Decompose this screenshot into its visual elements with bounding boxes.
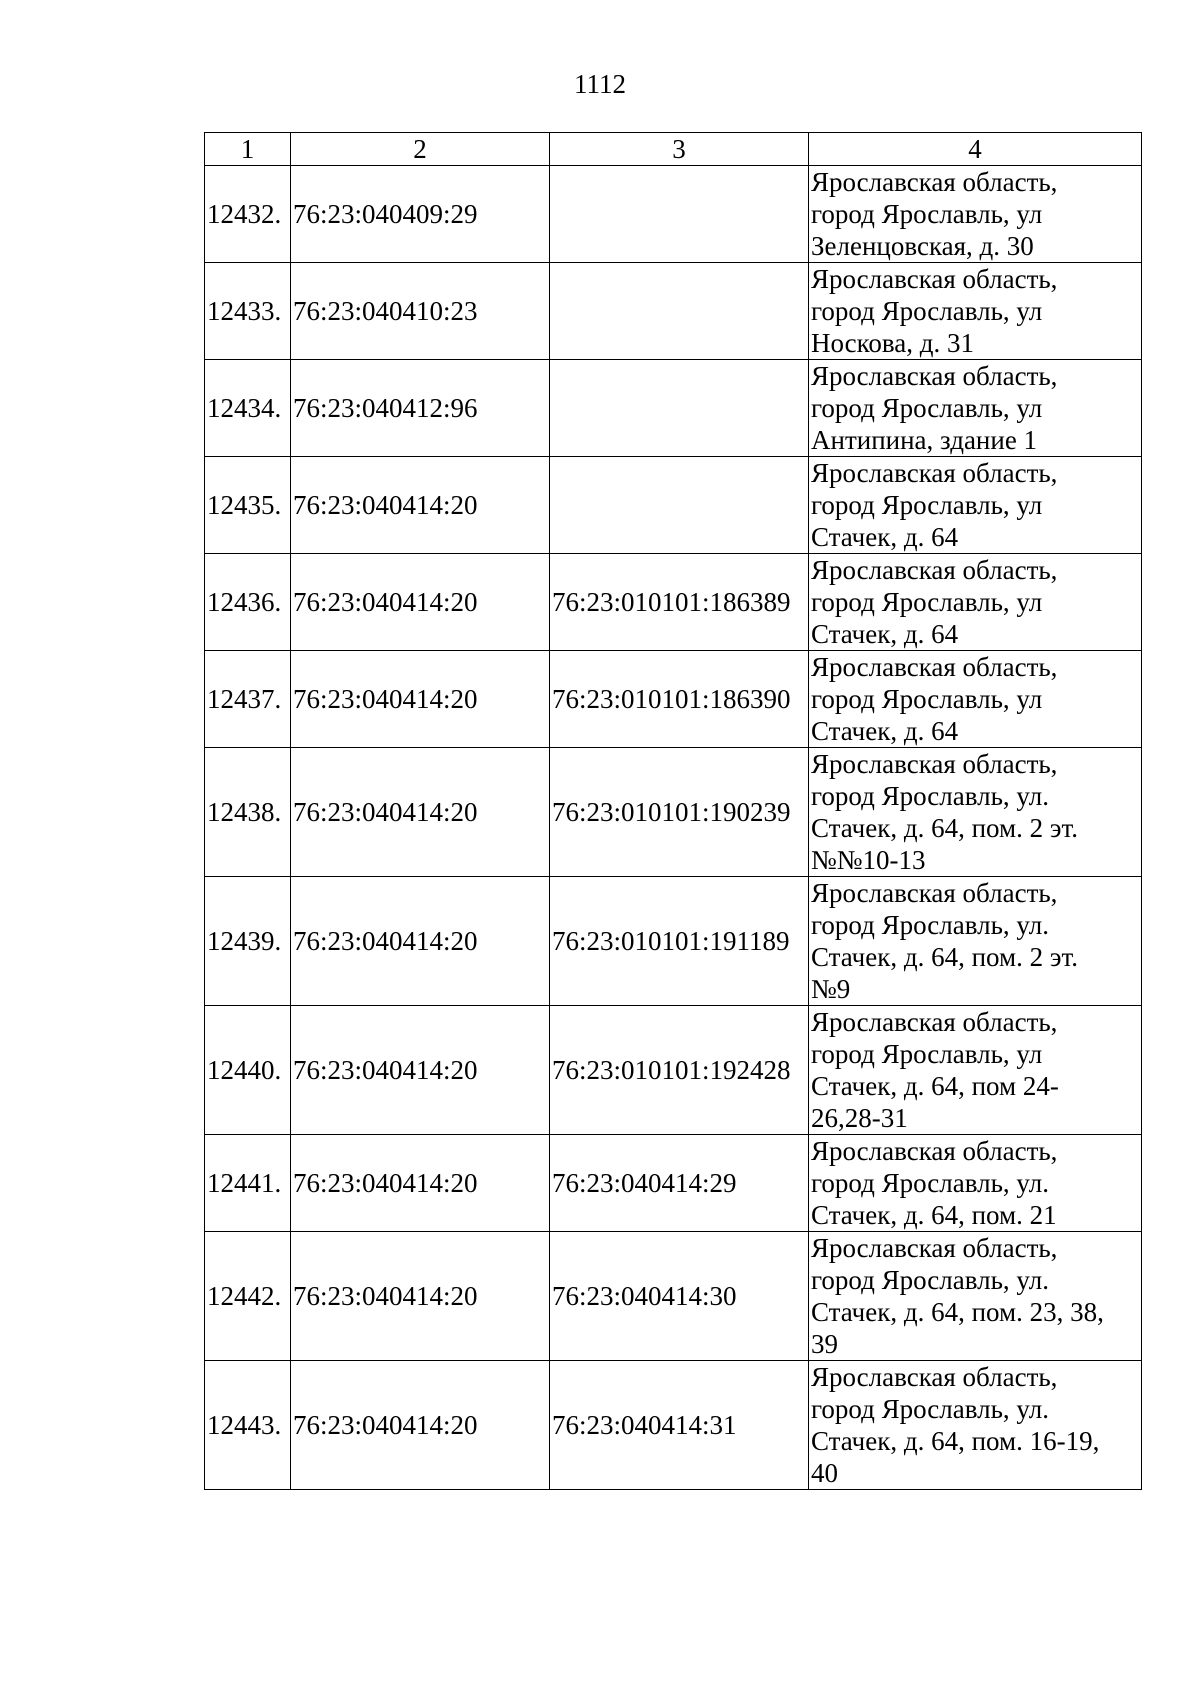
related-cadastral-number: 76:23:010101:192428 xyxy=(550,1006,809,1135)
address-line: Ярославская область, xyxy=(811,361,1058,391)
registry-table xyxy=(204,132,1142,1490)
cadastral-number: 76:23:040414:20 xyxy=(291,877,550,1006)
address-line: 39 xyxy=(811,1329,838,1359)
table-row xyxy=(205,1361,1142,1490)
address-line: Антипина, здание 1 xyxy=(811,425,1038,455)
related-cadastral-number: 76:23:010101:186389 xyxy=(550,554,809,651)
address-line: город Ярославль, ул. xyxy=(811,910,1049,940)
address-line: Ярославская область, xyxy=(811,264,1058,294)
related-cadastral-number: 76:23:040414:30 xyxy=(550,1232,809,1361)
address-line: город Ярославль, ул xyxy=(811,393,1043,423)
cadastral-number: 76:23:040412:96 xyxy=(291,360,550,457)
address-line: Ярославская область, xyxy=(811,1007,1058,1037)
row-number: 12442. xyxy=(205,1232,291,1361)
table-row xyxy=(205,360,1142,457)
table-row xyxy=(205,1232,1142,1361)
address-cell xyxy=(809,877,1142,1006)
row-number: 12440. xyxy=(205,1006,291,1135)
address-line: №9 xyxy=(811,974,851,1004)
address-cell xyxy=(809,651,1142,748)
table-row xyxy=(205,1006,1142,1135)
address-line: Ярославская область, xyxy=(811,1233,1058,1263)
address-line: Ярославская область, xyxy=(811,652,1058,682)
table-row xyxy=(205,651,1142,748)
address-line: Стачек, д. 64 xyxy=(811,619,959,649)
cadastral-number: 76:23:040414:20 xyxy=(291,1232,550,1361)
address-line: Ярославская область, xyxy=(811,749,1058,779)
address-line: Стачек, д. 64, пом. 2 эт. xyxy=(811,813,1078,843)
address-line: Стачек, д. 64 xyxy=(811,716,959,746)
address-cell xyxy=(809,360,1142,457)
address-line: 40 xyxy=(811,1458,838,1488)
address-line: город Ярославль, ул. xyxy=(811,1394,1049,1424)
address-line: город Ярославль, ул. xyxy=(811,1168,1049,1198)
related-cadastral-number: 76:23:010101:186390 xyxy=(550,651,809,748)
address-cell xyxy=(809,1006,1142,1135)
address-line: Стачек, д. 64, пом. 21 xyxy=(811,1200,1057,1230)
address-line: Зеленцовская, д. 30 xyxy=(811,231,1034,261)
column-header: 4 xyxy=(809,133,1142,166)
address-line: Ярославская область, xyxy=(811,878,1058,908)
row-number: 12441. xyxy=(205,1135,291,1232)
address-line: №№10-13 xyxy=(811,845,926,875)
address-line: город Ярославль, ул. xyxy=(811,1265,1049,1295)
related-cadastral-number xyxy=(550,360,809,457)
address-line: Ярославская область, xyxy=(811,458,1058,488)
table-row xyxy=(205,263,1142,360)
page-number: 1112 xyxy=(574,69,626,99)
row-number: 12436. xyxy=(205,554,291,651)
address-line: Ярославская область, xyxy=(811,555,1058,585)
row-number: 12439. xyxy=(205,877,291,1006)
related-cadastral-number xyxy=(550,263,809,360)
column-header: 1 xyxy=(205,133,291,166)
cadastral-number: 76:23:040410:23 xyxy=(291,263,550,360)
address-cell xyxy=(809,263,1142,360)
address-line: город Ярославль, ул xyxy=(811,1039,1043,1069)
cadastral-number: 76:23:040414:20 xyxy=(291,457,550,554)
table-row xyxy=(205,748,1142,877)
cadastral-number: 76:23:040414:20 xyxy=(291,748,550,877)
row-number: 12434. xyxy=(205,360,291,457)
address-line: Стачек, д. 64 xyxy=(811,522,959,552)
address-line: город Ярославль, ул. xyxy=(811,781,1049,811)
row-number: 12437. xyxy=(205,651,291,748)
address-line: Ярославская область, xyxy=(811,1362,1058,1392)
address-cell xyxy=(809,748,1142,877)
table-row xyxy=(205,554,1142,651)
address-cell xyxy=(809,1135,1142,1232)
cadastral-number: 76:23:040414:20 xyxy=(291,554,550,651)
row-number: 12435. xyxy=(205,457,291,554)
table-row xyxy=(205,457,1142,554)
row-number: 12443. xyxy=(205,1361,291,1490)
cadastral-number: 76:23:040414:20 xyxy=(291,1135,550,1232)
address-line: Стачек, д. 64, пом. 2 эт. xyxy=(811,942,1078,972)
cadastral-number: 76:23:040414:20 xyxy=(291,651,550,748)
related-cadastral-number: 76:23:040414:29 xyxy=(550,1135,809,1232)
address-line: Ярославская область, xyxy=(811,167,1058,197)
address-line: город Ярославль, ул xyxy=(811,199,1043,229)
address-line: 26,28-31 xyxy=(811,1103,908,1133)
cadastral-number: 76:23:040414:20 xyxy=(291,1006,550,1135)
address-line: Стачек, д. 64, пом. 23, 38, xyxy=(811,1297,1104,1327)
address-line: город Ярославль, ул xyxy=(811,587,1043,617)
address-line: Носкова, д. 31 xyxy=(811,328,975,358)
row-number: 12433. xyxy=(205,263,291,360)
address-line: Стачек, д. 64, пом 24- xyxy=(811,1071,1059,1101)
table-row xyxy=(205,877,1142,1006)
address-line: Стачек, д. 64, пом. 16-19, xyxy=(811,1426,1100,1456)
address-line: город Ярославль, ул xyxy=(811,490,1043,520)
related-cadastral-number: 76:23:040414:31 xyxy=(550,1361,809,1490)
row-number: 12438. xyxy=(205,748,291,877)
address-cell xyxy=(809,1232,1142,1361)
table-header-row xyxy=(205,133,1142,166)
related-cadastral-number: 76:23:010101:191189 xyxy=(550,877,809,1006)
table-row xyxy=(205,1135,1142,1232)
address-cell xyxy=(809,1361,1142,1490)
address-cell xyxy=(809,554,1142,651)
table-row xyxy=(205,166,1142,263)
related-cadastral-number xyxy=(550,166,809,263)
address-line: город Ярославль, ул xyxy=(811,684,1043,714)
row-number: 12432. xyxy=(205,166,291,263)
related-cadastral-number xyxy=(550,457,809,554)
column-header: 2 xyxy=(291,133,550,166)
cadastral-number: 76:23:040409:29 xyxy=(291,166,550,263)
address-cell xyxy=(809,166,1142,263)
address-line: город Ярославль, ул xyxy=(811,296,1043,326)
address-line: Ярославская область, xyxy=(811,1136,1058,1166)
address-cell xyxy=(809,457,1142,554)
column-header: 3 xyxy=(550,133,809,166)
cadastral-number: 76:23:040414:20 xyxy=(291,1361,550,1490)
related-cadastral-number: 76:23:010101:190239 xyxy=(550,748,809,877)
